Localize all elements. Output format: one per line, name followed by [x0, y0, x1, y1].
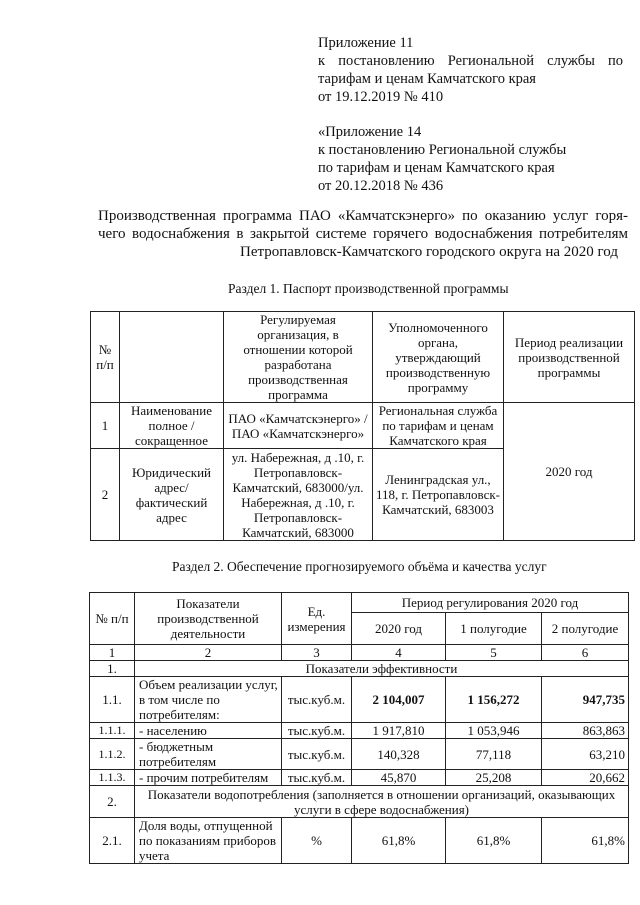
group-row: [90, 661, 629, 677]
group-num: 2.: [90, 786, 135, 818]
header-period: Период реализации производственной программы: [504, 312, 635, 403]
row-unit: тыс.куб.м.: [282, 723, 352, 739]
row-year: 1 917,810: [352, 723, 446, 739]
row-num: 1.1.: [90, 677, 135, 723]
section-1-title: Раздел 1. Паспорт производственной программы: [228, 281, 509, 296]
appendix-line: от 19.12.2019 № 410: [318, 89, 444, 105]
header-indicator: Показатели производственной деятельности: [135, 593, 282, 645]
row-year: 2 104,007: [352, 677, 446, 723]
row-label: - бюджетным потребителям: [135, 739, 282, 770]
row-half-1: 1 156,272: [446, 677, 542, 723]
row-half-2: 863,863: [542, 723, 629, 739]
appendix-line: от 20.12.2018 № 436: [318, 178, 444, 194]
col-number: 1: [90, 645, 135, 661]
row-unit: тыс.куб.м.: [282, 677, 352, 723]
row-unit: тыс.куб.м.: [282, 739, 352, 770]
period-value: 2020 год: [504, 403, 635, 541]
appendix-line: по тарифам и ценам Камчатского края: [318, 160, 555, 176]
col-number: 5: [446, 645, 542, 661]
row-num: 1.1.3.: [90, 770, 135, 786]
row-unit: тыс.куб.м.: [282, 770, 352, 786]
row-num: 2.1.: [90, 818, 135, 864]
col-number: 4: [352, 645, 446, 661]
header-half-1: 1 полугодие: [446, 613, 542, 645]
row-regulated: ул. Набережная, д .10, г. Петропавловск-Камчатский, 683000/ул. Набережная, д .10, г. Петропавловск-Камчатский, 683000: [224, 449, 373, 541]
appendix-line: Приложение 11: [318, 35, 414, 51]
header-period: Период регулирования 2020 год: [352, 593, 629, 613]
appendix-line: к постановлению Региональной службы по: [318, 53, 623, 69]
header-year: 2020 год: [352, 613, 446, 645]
group-label: Показатели водопотребления (заполняется в отношении организаций, оказывающих услуги в сфере водоснабжения): [135, 786, 629, 818]
appendix-line: к постановлению Региональной службы: [318, 142, 567, 158]
row-unit: %: [282, 818, 352, 864]
header-authority: Уполномоченного органа, утверждающий производственную программу: [373, 312, 504, 403]
appendix-14-header: [318, 123, 623, 195]
row-year: 45,870: [352, 770, 446, 786]
table-row: [90, 770, 629, 786]
row-regulated: ПАО «Камчатскэнерго» / ПАО «Камчатскэнерго»: [224, 403, 373, 449]
header-half-2: 2 полугодие: [542, 613, 629, 645]
title-line: Производственная программа ПАО «Камчатскэнерго» по оказанию услуг горя-: [98, 208, 628, 224]
table-header-row: [90, 593, 629, 613]
header-num: № п/п: [91, 312, 120, 403]
col-number: 2: [135, 645, 282, 661]
section-2-title: Раздел 2. Обеспечение прогнозируемого объёма и качества услуг: [172, 559, 547, 574]
row-half-2: 63,210: [542, 739, 629, 770]
table-row: [90, 818, 629, 864]
row-num: 1: [91, 403, 120, 449]
group-num: 1.: [90, 661, 135, 677]
header-unit: Ед. измерения: [282, 593, 352, 645]
group-row: [90, 786, 629, 818]
table-row: [91, 403, 635, 449]
row-half-2: 947,735: [542, 677, 629, 723]
row-year: 140,328: [352, 739, 446, 770]
row-label: - прочим потребителям: [135, 770, 282, 786]
row-num: 1.1.1.: [90, 723, 135, 739]
row-half-2: 20,662: [542, 770, 629, 786]
header-regulated: Регулируемая организация, в отношении которой разработана производственная программа: [224, 312, 373, 403]
row-half-1: 25,208: [446, 770, 542, 786]
table-row: [90, 739, 629, 770]
row-half-1: 61,8%: [446, 818, 542, 864]
appendix-line: «Приложение 14: [318, 124, 422, 140]
col-number: 3: [282, 645, 352, 661]
row-label: Доля воды, отпущенной по показаниям приборов учета: [135, 818, 282, 864]
row-authority: Ленинградская ул., 118, г. Петропавловск-Камчатский, 683003: [373, 449, 504, 541]
title-line: Петропавловск-Камчатского городского округа на 2020 год: [240, 244, 618, 260]
row-label: - населению: [135, 723, 282, 739]
row-authority: Региональная служба по тарифам и ценам Камчатского края: [373, 403, 504, 449]
row-half-2: 61,8%: [542, 818, 629, 864]
indicators-table: [89, 592, 629, 864]
header-num: № п/п: [90, 593, 135, 645]
table-row: [90, 677, 629, 723]
title-line: чего водоснабжения в закрытой системе горячего водоснабжения потребителям: [98, 226, 628, 242]
row-num: 2: [91, 449, 120, 541]
passport-table: [90, 311, 635, 541]
col-number: 6: [542, 645, 629, 661]
row-label: Наименование полное / сокращенное: [120, 403, 224, 449]
row-label: Объем реализации услуг, в том числе по потребителям:: [135, 677, 282, 723]
table-header-row: [91, 312, 635, 403]
table-row: [90, 723, 629, 739]
row-half-1: 77,118: [446, 739, 542, 770]
row-half-1: 1 053,946: [446, 723, 542, 739]
row-year: 61,8%: [352, 818, 446, 864]
header-blank: [120, 312, 224, 403]
row-label: Юридический адрес/фактический адрес: [120, 449, 224, 541]
column-numbers-row: [90, 645, 629, 661]
group-label: Показатели эффективности: [135, 661, 629, 677]
document-title: [98, 207, 628, 261]
appendix-line: тарифам и ценам Камчатского края: [318, 71, 536, 87]
appendix-11-header: [318, 34, 623, 106]
row-num: 1.1.2.: [90, 739, 135, 770]
